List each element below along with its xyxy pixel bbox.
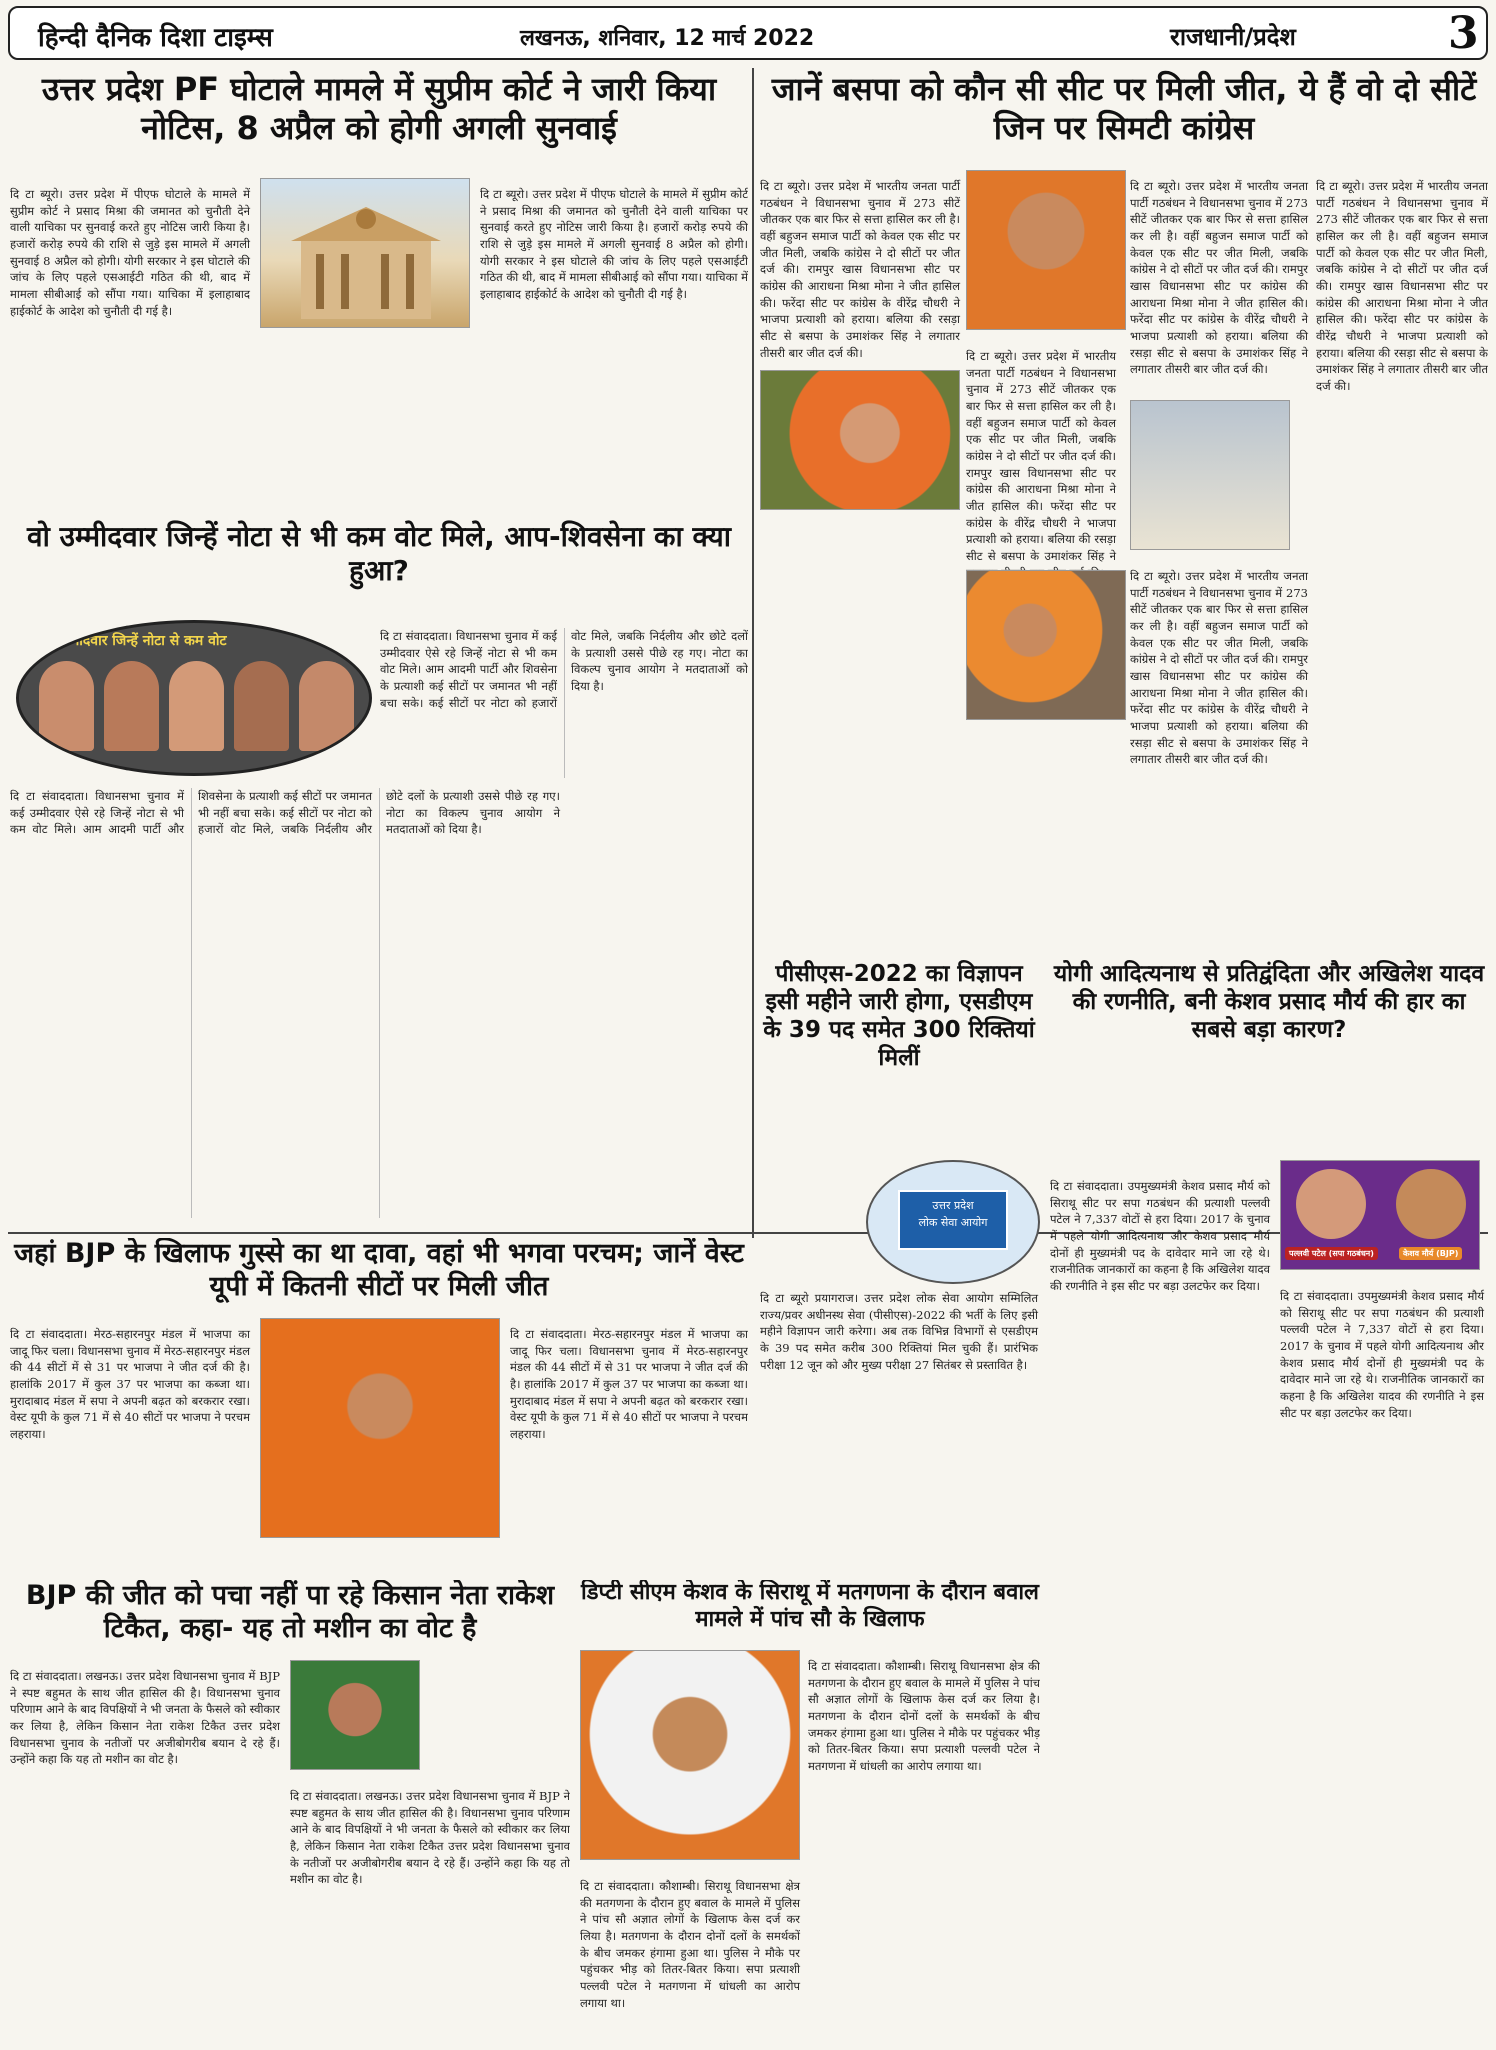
candidate-face-3-icon (169, 661, 224, 751)
masthead (8, 6, 1488, 60)
keshav-body-a: दि टा संवाददाता। उपमुख्यमंत्री केशव प्रसाद मौर्य को सिराथू सीट पर सपा गठबंधन की प्रत्याशी पल्लवी पटेल ने 7,337 वोटों से हरा दिया। 2017 के चुनाव में पहले योगी आदित्यनाथ और केशव प्रसाद मौर्य दोनों ही मुख्यमंत्री पद के दावेदार माने जा रहे थे। राजनीतिक जानकारों का कहना है कि अखिलेश यादव की रणनीति ने इस सीट पर बड़ा उलटफेर कर दिया। (1050, 1179, 1270, 1294)
west-up-headline: जहां BJP के खिलाफ गुस्से का था दावा, वहां भी भगवा परचम; जानें वेस्ट यूपी में कितनी सीटों पर मिली जीत (14, 1238, 744, 1302)
bsp-body-col3: दि टा ब्यूरो। उत्तर प्रदेश में भारतीय जनता पार्टी गठबंधन ने विधानसभा चुनाव में 273 सीटें जीतकर एक बार फिर से सत्ता हासिल कर ली है। वहीं बहुजन समाज पार्टी को केवल एक सीट पर जीत मिली, जबकि कांग्रेस ने दो सीटों पर जीत दर्ज की। रामपुर खास विधानसभा सीट पर कांग्रेस की आराधना मिश्रा मोना ने जीत हासिल की। फरेंदा सीट पर कांग्रेस के वीरेंद्र चौधरी ने भाजपा प्रत्याशी को हराया। बलिया की रसड़ा सीट से बसपा के उमाशंकर सिंह ने लगातार तीसरी बार जीत दर्ज की। (1130, 179, 1308, 377)
sign-line-2: लोक सेवा आयोग (918, 1215, 988, 1229)
nota-body-main: दि टा संवाददाता। विधानसभा चुनाव में कई उम्मीदवार ऐसे रहे जिन्हें नोटा से भी कम वोट मिले। आम आदमी पार्टी और शिवसेना के प्रत्याशी कई सीटों पर जमानत भी नहीं बचा सके। कई सीटों पर नोटा को हजारों वोट मिले, जबकि निर्दलीय और छोटे दलों के प्रत्याशी उससे पीछे रह गए। नोटा का विकल्प चुनाव आयोग ने मतदाताओं को दिया है। (10, 789, 560, 837)
pf-scam-body-b: दि टा ब्यूरो। उत्तर प्रदेश में पीएफ घोटाले के मामले में सुप्रीम कोर्ट ने प्रसाद मिश्रा की जमानत को चुनौती देने वाली याचिका पर सुनवाई करते हुए नोटिस जारी किया है। हजारों करोड़ रुपये की राशि से जुड़े इस मामले में अगली सुनवाई 8 अप्रैल को होगी। योगी सरकार ने इस घोटाले की जांच के लिए पहले एसआईटी गठित की थी, बाद में मामला सीबीआई को सौंपा गया। याचिका में इलाहाबाद हाईकोर्ट के आदेश को चुनौती दी गई है। (480, 187, 748, 302)
article-pf-scam (10, 70, 748, 510)
keshav-sirathu-photo (580, 1650, 800, 1860)
sign-line-1: उत्तर प्रदेश (932, 1199, 974, 1212)
uppsc-sign-photo (866, 1160, 1040, 1284)
nota-body-top: दि टा संवाददाता। विधानसभा चुनाव में कई उम्मीदवार ऐसे रहे जिन्हें नोटा से भी कम वोट मिले। आम आदमी पार्टी और शिवसेना के प्रत्याशी कई सीटों पर जमानत भी नहीं बचा सके। कई सीटों पर नोटा को हजारों वोट मिले, जबकि निर्दलीय और छोटे दलों के प्रत्याशी उससे पीछे रह गए। नोटा का विकल्प चुनाव आयोग ने मतदाताओं को दिया है। (380, 629, 748, 710)
supreme-court-building-icon (261, 179, 470, 328)
uppsc-sign-board (898, 1190, 1008, 1250)
keshav-face-icon (1396, 1169, 1466, 1239)
article-bsp-congress (760, 70, 1488, 950)
yogi-photo (260, 1318, 500, 1538)
nota-candidates-photo (16, 620, 372, 776)
dateline: लखनऊ, शनिवार, 12 मार्च 2022 (520, 26, 815, 51)
article-keshav-maurya (1050, 960, 1488, 1165)
article-nota (10, 520, 748, 1220)
article-tikait (10, 1580, 570, 2040)
sirathu-body-b: दि टा संवाददाता। कौशाम्बी। सिराथू विधानसभा क्षेत्र की मतगणना के दौरान हुए बवाल के मामले में पुलिस ने पांच सौ अज्ञात लोगों के खिलाफ केस दर्ज कर लिया है। मतगणना के दौरान दोनों दलों के समर्थकों के बीच जमकर हंगामा हुआ था। पुलिस ने मौके पर पहुंचकर भीड़ को तितर-बितर किया। सपा प्रत्याशी पल्लवी पटेल ने मतगणना में धांधली का आरोप लगाया था। (580, 1879, 800, 2010)
article-west-up (10, 1238, 748, 1568)
tikait-headline: BJP की जीत को पचा नहीं पा रहे किसान नेता राकेश टिकैत, कहा- यह तो मशीन का वोट है (25, 1580, 555, 1644)
article-sirathu (580, 1580, 1040, 2040)
center-column-rule (752, 68, 754, 1238)
west-up-body-b: दि टा संवाददाता। मेरठ-सहारनपुर मंडल में भाजपा का जादू फिर चला। विधानसभा चुनाव में मेरठ-सहारनपुर मंडल की 44 सीटों में से 31 पर भाजपा ने जीत दर्ज की है। हालांकि 2017 में कुल 37 पर भाजपा का कब्जा था। मुरादाबाद मंडल में सपा ने अपनी बढ़त को बरकरार रखा। वेस्ट यूपी के कुल 71 में से 40 सीटों पर भाजपा ने परचम लहराया। (510, 1327, 748, 1442)
tikait-body-a: दि टा संवाददाता। लखनऊ। उत्तर प्रदेश विधानसभा चुनाव में BJP ने स्पष्ट बहुमत के साथ जीत हासिल की है। विधानसभा चुनाव परिणाम आने के बाद विपक्षियों ने भी जनता के फैसले को स्वीकार कर लिया है, लेकिन किसान नेता राकेश टिकैत उत्तर प्रदेश विधानसभा चुनाव के नतीजों पर अजीबोगरीब बयान दे रहे हैं। उन्होंने कहा कि यह तो मशीन का वोट है। (10, 1669, 280, 1767)
tikait-body-b: दि टा संवाददाता। लखनऊ। उत्तर प्रदेश विधानसभा चुनाव में BJP ने स्पष्ट बहुमत के साथ जीत हासिल की है। विधानसभा चुनाव परिणाम आने के बाद विपक्षियों ने भी जनता के फैसले को स्वीकार कर लिया है, लेकिन किसान नेता राकेश टिकैत उत्तर प्रदेश विधानसभा चुनाव के नतीजों पर अजीबोगरीब बयान दे रहे हैं। उन्होंने कहा कि यह तो मशीन का वोट है। (290, 1789, 570, 1887)
certificate-group-photo (1130, 400, 1290, 550)
candidate-face-5-icon (299, 661, 354, 751)
bsp-body-col1: दि टा ब्यूरो। उत्तर प्रदेश में भारतीय जनता पार्टी गठबंधन ने विधानसभा चुनाव में 273 सीटें जीतकर एक बार फिर से सत्ता हासिल कर ली है। वहीं बहुजन समाज पार्टी को केवल एक सीट पर जीत मिली, जबकि कांग्रेस ने दो सीटों पर जीत दर्ज की। रामपुर खास विधानसभा सीट पर कांग्रेस की आराधना मिश्रा मोना ने जीत हासिल की। फरेंदा सीट पर कांग्रेस के वीरेंद्र चौधरी ने भाजपा प्रत्याशी को हराया। बलिया की रसड़ा सीट से बसपा के उमाशंकर सिंह ने लगातार तीसरी बार जीत दर्ज की। (760, 179, 960, 360)
bsp-body-col2: दि टा ब्यूरो। उत्तर प्रदेश में भारतीय जनता पार्टी गठबंधन ने विधानसभा चुनाव में 273 सीटें जीतकर एक बार फिर से सत्ता हासिल कर ली है। वहीं बहुजन समाज पार्टी को केवल एक सीट पर जीत मिली, जबकि कांग्रेस ने दो सीटों पर जीत दर्ज की। रामपुर खास विधानसभा सीट पर कांग्रेस की आराधना मिश्रा मोना ने जीत हासिल की। फरेंदा सीट पर कांग्रेस के वीरेंद्र चौधरी ने भाजपा प्रत्याशी को हराया। बलिया की रसड़ा सीट से बसपा के उमाशंकर सिंह ने (966, 349, 1116, 564)
supreme-court-photo (260, 178, 470, 328)
winner-garland-photo (760, 370, 960, 510)
bsp-body-col3b: दि टा ब्यूरो। उत्तर प्रदेश में भारतीय जनता पार्टी गठबंधन ने विधानसभा चुनाव में 273 सीटें जीतकर एक बार फिर से सत्ता हासिल कर ली है। वहीं बहुजन समाज पार्टी को केवल एक सीट पर जीत मिली, जबकि कांग्रेस ने दो सीटों पर जीत दर्ज की। रामपुर खास विधानसभा सीट पर कांग्रेस की आराधना मिश्रा मोना ने जीत हासिल की। फरेंदा सीट पर कांग्रेस के वीरेंद्र चौधरी ने भाजपा प्रत्याशी को हराया। बलिया की रसड़ा सीट से बसपा के उमाशंकर सिंह ने लगातार तीसरी बार जीत दर्ज की। (1130, 569, 1308, 767)
west-up-body-a: दि टा संवाददाता। मेरठ-सहारनपुर मंडल में भाजपा का जादू फिर चला। विधानसभा चुनाव में मेरठ-सहारनपुर मंडल की 44 सीटों में से 31 पर भाजपा ने जीत दर्ज की है। हालांकि 2017 में कुल 37 पर भाजपा का कब्जा था। मुरादाबाद मंडल में सपा ने अपनी बढ़त को बरकरार रखा। वेस्ट यूपी के कुल 71 में से 40 सीटों पर भाजपा ने परचम लहराया। (10, 1327, 250, 1442)
candidate-face-1-icon (39, 661, 94, 751)
paper-name: हिन्दी दैनिक दिशा टाइम्स (38, 23, 273, 53)
tikait-photo (290, 1660, 420, 1770)
keshav-label: केशव मौर्य (BJP) (1399, 1247, 1462, 1260)
pallavi-keshav-photo (1280, 1160, 1480, 1270)
pallavi-face-icon (1296, 1169, 1366, 1239)
pf-scam-headline: उत्तर प्रदेश PF घोटाले मामले में सुप्रीम कोर्ट ने जारी किया नोटिस, 8 अप्रैल को होगी अगली सुनवाई (41, 70, 717, 148)
nota-headline: वो उम्मीदवार जिन्हें नोटा से भी कम वोट मिले, आप-शिवसेना का क्या हुआ? (27, 520, 731, 588)
keshav-headline: योगी आदित्यनाथ से प्रतिद्वंदिता और अखिलेश यादव की रणनीति, बनी केशव प्रसाद मौर्य की हार का सबसे बड़ा कारण? (1053, 961, 1485, 1044)
pcs-body: दि टा ब्यूरो प्रयागराज। उत्तर प्रदेश लोक सेवा आयोग सम्मिलित राज्य/प्रवर अधीनस्थ सेवा (पीसीएस)-2022 की भर्ती के लिए इसी महीने विज्ञापन जारी करेगा। अब तक विभिन्न विभागों से एसडीएम के 39 पद समेत करीब 300 रिक्तियां मिल चुकी हैं। प्रारंभिक परीक्षा 12 जून को और मुख्य परीक्षा 27 सितंबर से प्रस्तावित है। (760, 1291, 1038, 1372)
candidate-face-2-icon (104, 661, 159, 751)
candidate-face-4-icon (234, 661, 289, 751)
section-name: राजधानी/प्रदेश (1170, 23, 1296, 51)
keshav-body-b: दि टा संवाददाता। उपमुख्यमंत्री केशव प्रसाद मौर्य को सिराथू सीट पर सपा गठबंधन की प्रत्याशी पल्लवी पटेल ने 7,337 वोटों से हरा दिया। 2017 के चुनाव में पहले योगी आदित्यनाथ और केशव प्रसाद मौर्य दोनों ही मुख्यमंत्री पद के दावेदार माने जा रहे थे। राजनीतिक जानकारों का कहना है कि अखिलेश यादव की रणनीति ने इस सीट पर बड़ा उलटफेर कर दिया। (1280, 1289, 1484, 1420)
pf-scam-body-a: दि टा ब्यूरो। उत्तर प्रदेश में पीएफ घोटाले के मामले में सुप्रीम कोर्ट ने प्रसाद मिश्रा की जमानत को चुनौती देने वाली याचिका पर सुनवाई करते हुए नोटिस जारी किया है। हजारों करोड़ रुपये की राशि से जुड़े इस मामले में अगली सुनवाई 8 अप्रैल को होगी। योगी सरकार ने इस घोटाले की जांच के लिए पहले एसआईटी गठित की थी, बाद में मामला सीबीआई को सौंपा गया। याचिका में इलाहाबाद हाईकोर्ट के आदेश को चुनौती दी गई है। (10, 187, 250, 318)
bsp-congress-headline: जानें बसपा को कौन सी सीट पर मिली जीत, ये हैं वो दो सीटें जिन पर सिमटी कांग्रेस (771, 70, 1477, 148)
page-number: 3 (1448, 8, 1479, 59)
pcs-headline: पीसीएस-2022 का विज्ञापन इसी महीने जारी होगा, एसडीएम के 39 पद समेत 300 रिक्तियां मिलीं (763, 961, 1035, 1072)
sirathu-body-a: दि टा संवाददाता। कौशाम्बी। सिराथू विधानसभा क्षेत्र की मतगणना के दौरान हुए बवाल के मामले में पुलिस ने पांच सौ अज्ञात लोगों के खिलाफ केस दर्ज कर लिया है। मतगणना के दौरान दोनों दलों के समर्थकों के बीच जमकर हंगामा हुआ था। पुलिस ने मौके पर पहुंचकर भीड़ को तितर-बितर किया। सपा प्रत्याशी पल्लवी पटेल ने मतगणना में धांधली का आरोप लगाया था। (808, 1659, 1040, 1774)
pallavi-label: पल्लवी पटेल (सपा गठबंधन) (1285, 1247, 1378, 1260)
candidate-photo-congress (966, 170, 1126, 330)
bsp-body-col4: दि टा ब्यूरो। उत्तर प्रदेश में भारतीय जनता पार्टी गठबंधन ने विधानसभा चुनाव में 273 सीटें जीतकर एक बार फिर से सत्ता हासिल कर ली है। वहीं बहुजन समाज पार्टी को केवल एक सीट पर जीत मिली, जबकि कांग्रेस ने दो सीटों पर जीत दर्ज की। रामपुर खास विधानसभा सीट पर कांग्रेस की आराधना मिश्रा मोना ने जीत हासिल की। फरेंदा सीट पर कांग्रेस के वीरेंद्र चौधरी ने भाजपा प्रत्याशी को हराया। बलिया की रसड़ा सीट से बसपा के उमाशंकर सिंह ने लगातार तीसरी बार जीत दर्ज की। (1316, 179, 1488, 394)
certificate-winner-photo (966, 570, 1126, 720)
nota-photo-caption: उम्मीदवार जिन्हें नोटा से कम वोट (59, 633, 227, 649)
sirathu-headline: डिप्टी सीएम केशव के सिराथू में मतगणना के दौरान बवाल मामले में पांच सौ के खिलाफ (581, 1580, 1039, 1632)
